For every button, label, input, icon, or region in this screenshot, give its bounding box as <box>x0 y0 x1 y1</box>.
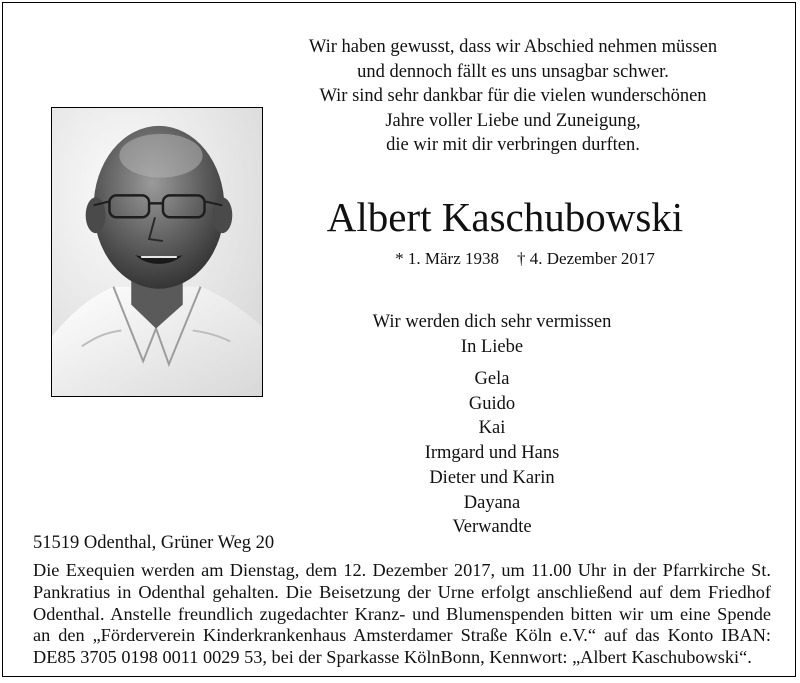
mourner-name: Verwandte <box>452 517 532 538</box>
mourner-name: Dayana <box>463 492 521 513</box>
notice-line: DE85 3705 0198 0011 0029 53, bei der Sparkasse KölnBonn, Kennwort: „Albert Kaschubowski“. <box>33 647 752 668</box>
family-address: 51519 Odenthal, Grüner Weg 20 <box>33 533 275 553</box>
poem-line: und dennoch fällt es uns unsagbar schwer. <box>357 61 669 82</box>
death-date: † 4. Dezember 2017 <box>517 249 655 268</box>
poem-line: Wir haben gewusst, dass wir Abschied nehmen müssen <box>308 37 718 57</box>
closing-line: In Liebe <box>460 336 524 357</box>
obituary-notice <box>2 2 796 677</box>
poem-line: Wir sind sehr dankbar für die vielen wunderschönen <box>319 86 707 106</box>
deceased-name: Albert Kaschubowski <box>326 194 684 240</box>
notice-line: Die Exequien werden am Dienstag, dem 12. Dezember 2017, um 11.00 Uhr in der Pfarrkirche St. <box>33 560 771 580</box>
funeral-notice <box>33 560 771 669</box>
closing-words <box>267 310 717 359</box>
life-dates <box>265 248 785 270</box>
mourners-list <box>267 367 717 540</box>
portrait-photo <box>51 107 263 397</box>
mourner-name: Gela <box>474 369 510 389</box>
poem-line: Jahre voller Liebe und Zuneigung, <box>385 110 641 131</box>
notice-line: Pankratius in Odenthal gehalten. Die Beisetzung der Urne erfolgt anschließend auf dem Friedhof <box>33 581 771 602</box>
poem-line: die wir mit dir verbringen durften. <box>386 135 640 155</box>
birth-date: * 1. März 1938 <box>395 249 500 268</box>
memorial-poem <box>233 35 793 158</box>
mourner-name: Guido <box>468 393 516 414</box>
mourner-name: Kai <box>478 418 506 439</box>
mourner-name: Dieter und Karin <box>429 467 555 488</box>
notice-line: Odenthal. Anstelle freundlich zugedachter Kranz- und Blumenspenden bitten wir um eine Spende <box>33 603 771 624</box>
closing-line: Wir werden dich sehr vermissen <box>372 312 612 332</box>
mourner-name: Irmgard und Hans <box>424 443 560 464</box>
notice-line: an den „Förderverein Kinderkrankenhaus Amsterdamer Straße Köln e.V.“ auf das Konto IBAN: <box>33 625 771 646</box>
